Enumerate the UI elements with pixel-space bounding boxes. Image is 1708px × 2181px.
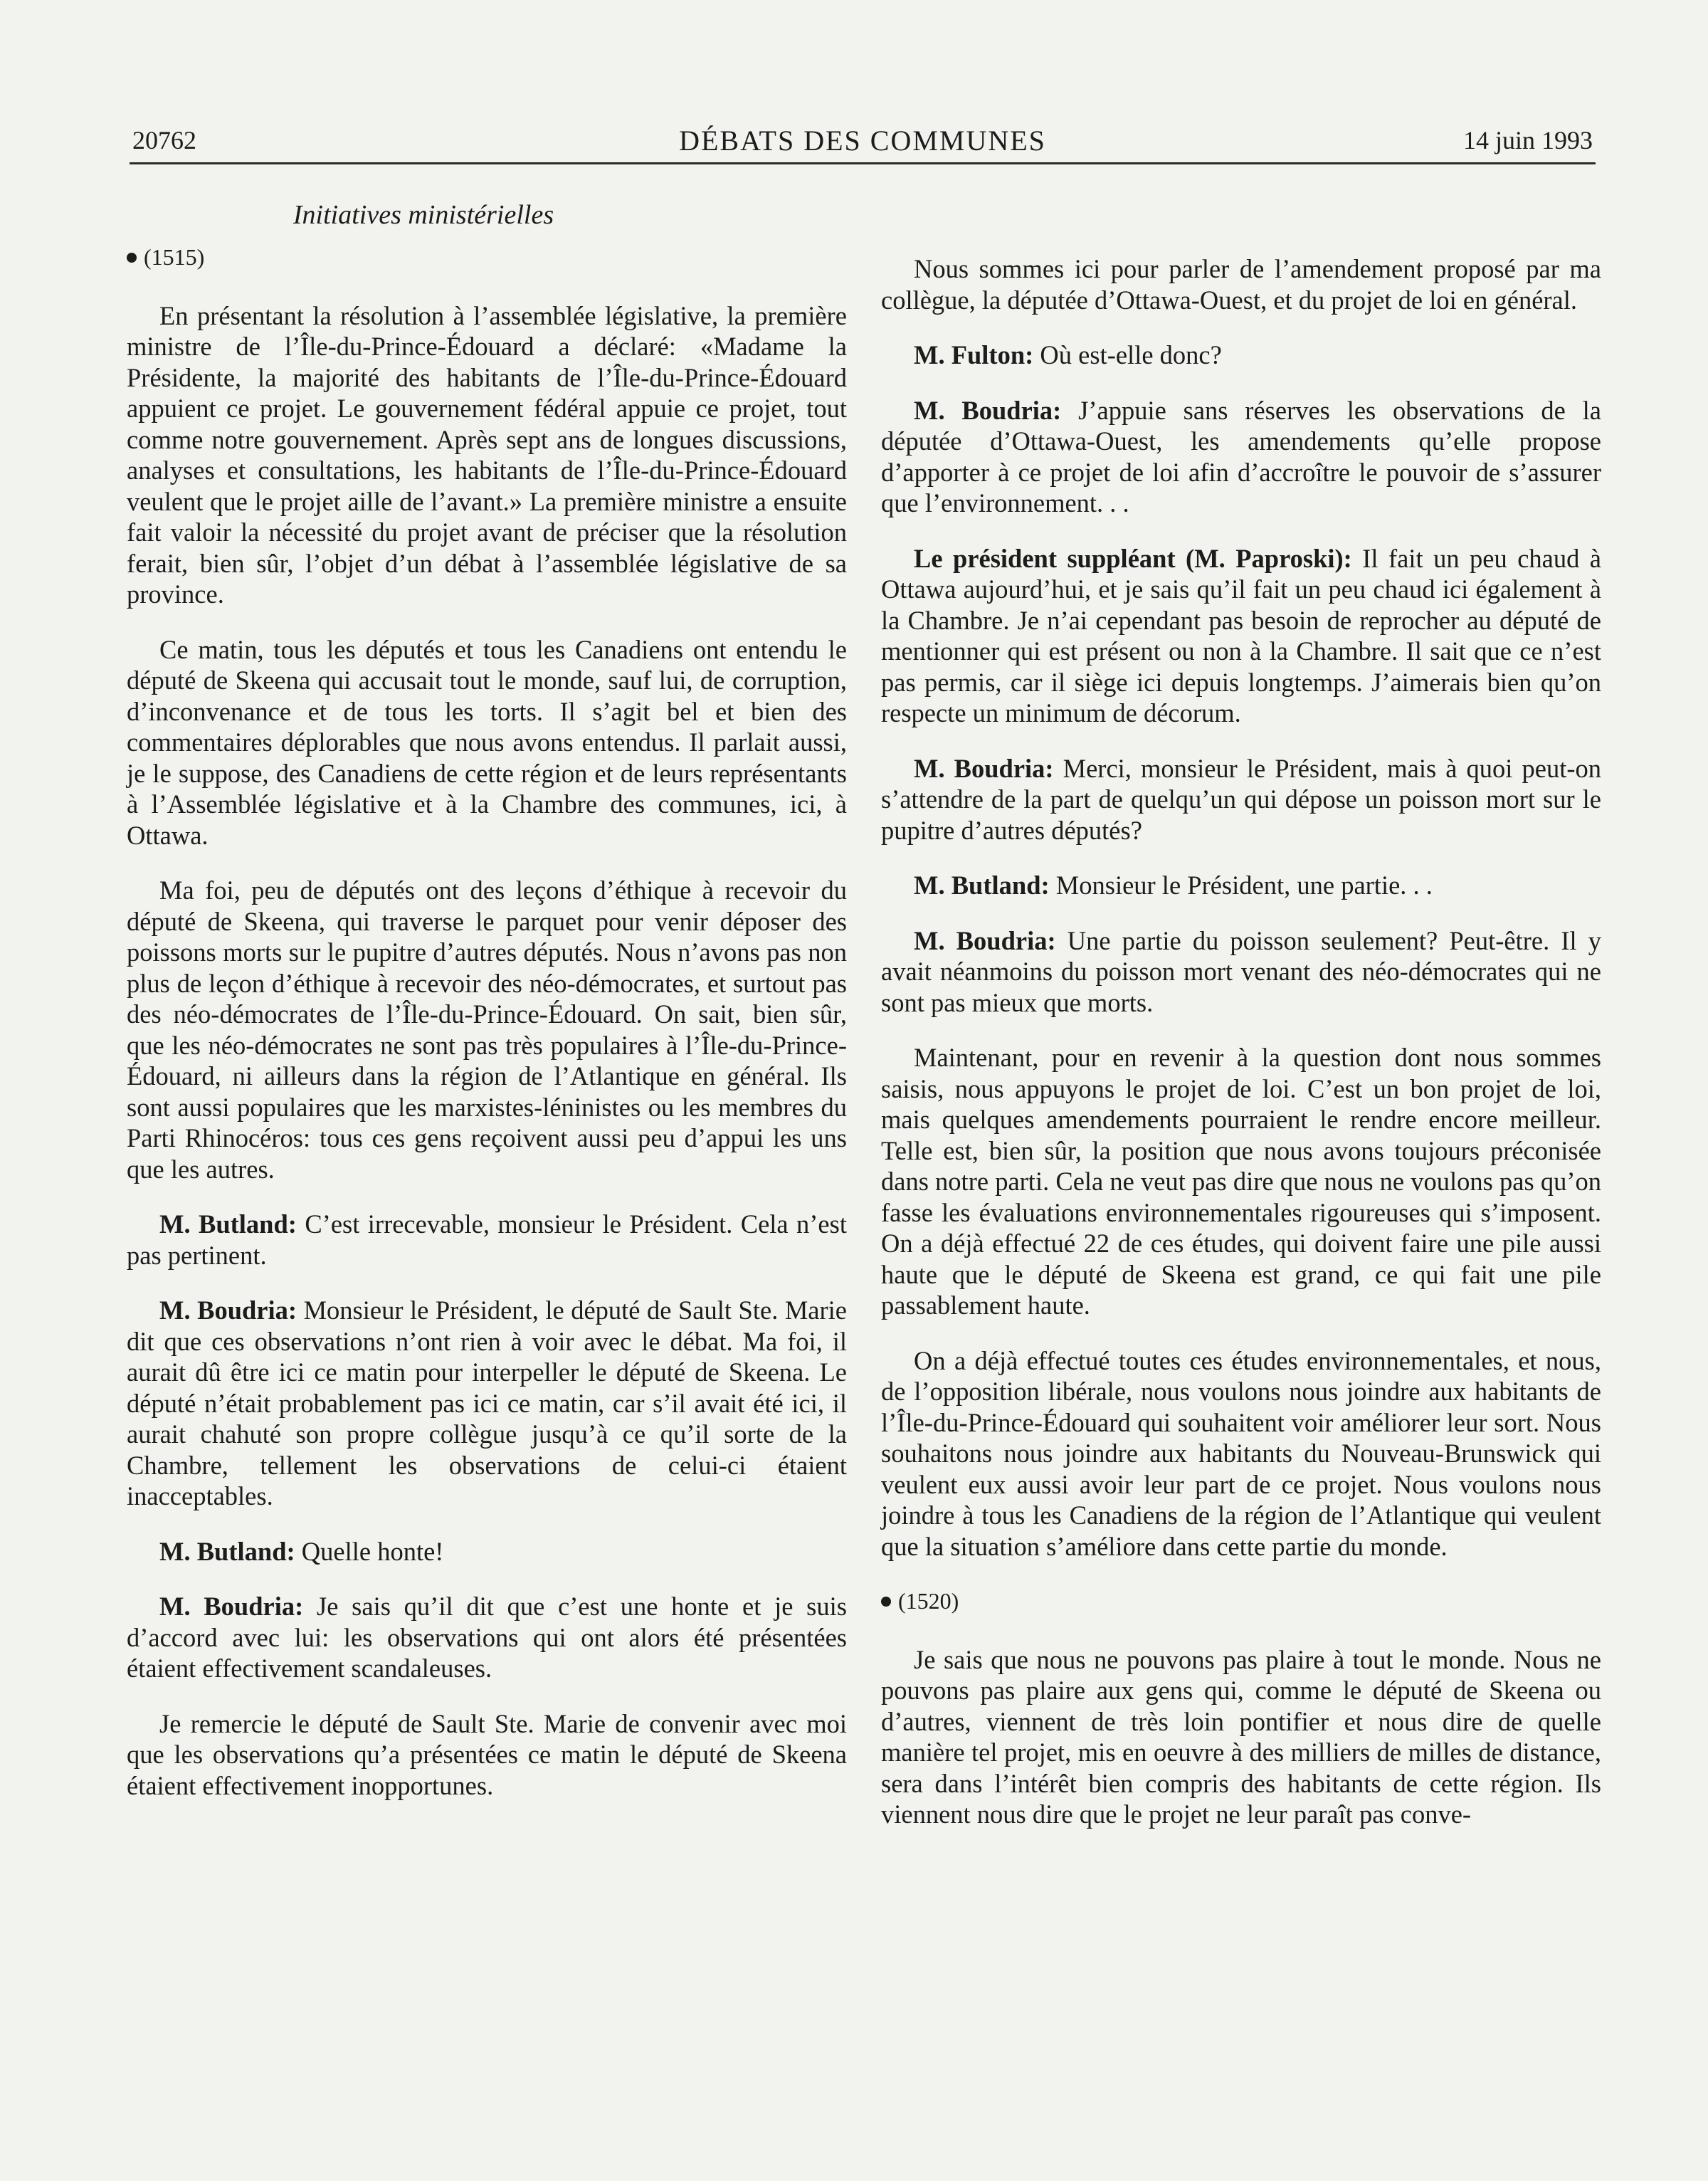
paragraph — [127, 1295, 847, 1512]
left-paragraphs — [127, 300, 847, 1802]
paragraph — [881, 753, 1601, 846]
page-number: 20762 — [132, 126, 196, 154]
paragraph-text: Ce matin, tous les députés et tous les Canadiens ont entendu le député de Skeena qui accusait tout le monde, sauf lui, de corruption, d’inconvenance et de tous les torts. Il s’agit bel et bien des commentaires déplorables que nous avons entendus. Il parlait aussi, je le suppose, des Canadiens de cette région et de leurs représentants à l’Assemblée législative et à la Chambre des communes, ici, à Ottawa. — [127, 634, 847, 850]
paragraph — [881, 340, 1601, 371]
speaker-name: M. Boudria: — [159, 1296, 297, 1325]
right-column — [881, 253, 1601, 1854]
timestamp-text: (1520) — [898, 1588, 959, 1614]
paragraph-text: Il fait un peu chaud à Ottawa aujourd’hui, et je sais qu’il fait un peu chaud ici également à la Chambre. Je n’ai cependant pas besoin de reprocher au député de mentionner qui est présent ou non à la Chambre. Il sait que ce n’est pas permis, car il siège ici depuis longtemps. J’aimerais bien qu’on respecte un minimum de décorum. — [881, 543, 1602, 727]
paragraph — [881, 1345, 1601, 1562]
paragraph — [127, 1708, 847, 1802]
speaker-name: Le président suppléant (M. Paproski): — [914, 543, 1352, 573]
speaker-name: M. Boudria: — [914, 925, 1056, 955]
right-paragraphs-before — [881, 253, 1601, 1562]
paragraph — [881, 543, 1601, 729]
paragraph — [881, 1042, 1601, 1321]
paragraph — [127, 300, 847, 610]
bullet-icon — [881, 1597, 891, 1607]
paragraph — [881, 395, 1601, 519]
paragraph — [127, 875, 847, 1184]
paragraph-text: Je remercie le député de Sault Ste. Marie de convenir avec moi que les observations qu’a présentées ce matin le député de Skeena étaient effectivement inopportunes. — [127, 1708, 847, 1800]
speaker-name: M. Butland: — [914, 871, 1050, 900]
paragraph-text: Ma foi, peu de députés ont des leçons d’éthique à recevoir du député de Skeena, qui traverse le parquet pour venir déposer des poissons morts sur le pupitre d’autres députés. Nous n’avons pas non plus de leçon d’éthique à recevoir des néo-démocrates, et surtout pas des néo-démocrates de l’Île-du-Prince-Édouard. On sait, bien sûr, que les néo-démocrates ne sont pas très populaires à l’Île-du-Prince-Édouard, ni ailleurs dans la région de l’Atlantique en général. Ils sont aussi populaires que les marxistes-léninistes ou les membres du Parti Rhinocéros: tous ces gens reçoivent aussi peu d’appui les uns que les autres. — [127, 876, 847, 1184]
section-title: Initiatives ministérielles — [292, 200, 554, 230]
paragraph — [127, 1591, 847, 1684]
paragraph-text: En présentant la résolution à l’assemblée législative, la première ministre de l’Île-du-Prince-Édouard a déclaré: «Madame la Présidente, la majorité des habitants de l’Île-du-Prince-Édouard appuient ce projet. Le gouvernement fédéral appuie ce projet, tout comme notre gouvernement. Après sept ans de longues discussions, analyses et consultations, les habitants de l’Île-du-Prince-Édouard veulent que le projet aille de l’avant.» La première ministre a ensuite fait valoir la nécessité du projet avant de préciser que la résolution ferait, bien sûr, l’objet d’un débat à l’assemblée législative de sa province. — [127, 300, 847, 609]
left-column — [127, 242, 847, 1825]
paragraph-text: Maintenant, pour en revenir à la question dont nous sommes saisis, nous appuyons le projet de loi. C’est un bon projet de loi, mais quelques amendements pourraient le rendre encore meilleur. Telle est, bien sûr, la position que nous avons toujours préconisée dans notre parti. Cela ne veut pas dire que nous ne voulons pas qu’on fasse les évaluations environnementales rigoureuses qui s’imposent. On a déjà effectué 22 de ces études, qui doivent faire une pile aussi haute que le député de Skeena est grand, ce qui fait une pile passablement haute. — [881, 1043, 1601, 1320]
timestamp-marker — [881, 1586, 1601, 1617]
paragraph-text: Où est-elle donc? — [1033, 340, 1222, 369]
paragraph — [127, 1536, 847, 1567]
paragraph-text: Merci, monsieur le Président, mais à quoi peut-on s’attendre de la part de quelqu’un qui dépose un poisson mort sur le pupitre d’autres députés? — [881, 753, 1601, 845]
paragraph-text: J’appuie sans réserves les observations de la députée d’Ottawa-Ouest, les amendements qu’elle propose d’apporter à ce projet de loi afin d’accroître le pouvoir de s’assurer que l’environnement. . . — [881, 395, 1601, 517]
paragraph — [881, 1644, 1601, 1830]
paragraph-text: Monsieur le Président, une partie. . . — [1049, 871, 1433, 900]
paragraph-text: Une partie du poisson seulement? Peut-être. Il y avait néanmoins du poisson mort venant des néo-démocrates qui ne sont pas mieux que morts. — [881, 925, 1601, 1017]
paragraph-text: On a déjà effectué toutes ces études environnementales, et nous, de l’opposition libérale, nous voulons nous joindre aux habitants de l’Île-du-Prince-Édouard qui souhaitent voir améliorer leur sort. Nous souhaitons nous joindre aux habitants du Nouveau-Brunswick qui veulent eux aussi avoir leur part de ce projet. Nous voulons nous joindre à tous les Canadiens de la région de l’Atlantique qui veulent que la situation s’améliore dans cette partie du monde. — [881, 1345, 1601, 1561]
paragraph-text: Monsieur le Président, le député de Sault Ste. Marie dit que ces observations n’ont rien à voir avec le débat. Ma foi, il aurait dû être ici ce matin pour interpeller le député de Skeena. Le député n’était probablement pas ici ce matin, car s’il avait été ici, il aurait chahuté son propre collègue jusqu’à ce qu’il sorte de la Chambre, tellement les observations de celui-ci étaient inacceptables. — [127, 1296, 847, 1510]
bullet-icon — [127, 253, 137, 263]
speaker-name: M. Boudria: — [914, 753, 1054, 783]
running-head — [130, 120, 1596, 164]
right-paragraphs-after — [881, 1644, 1601, 1830]
speaker-name: M. Butland: — [159, 1209, 297, 1239]
paragraph — [127, 1209, 847, 1271]
speaker-name: M. Fulton: — [914, 340, 1034, 369]
journal-title: DÉBATS DES COMMUNES — [679, 125, 1046, 157]
paragraph — [127, 634, 847, 851]
paragraph-text: Nous sommes ici pour parler de l’amendement proposé par ma collègue, la députée d’Ottawa-Ouest, et du projet de loi en général. — [881, 254, 1601, 315]
speaker-name: M. Butland: — [159, 1536, 295, 1566]
speaker-name: M. Boudria: — [159, 1592, 304, 1621]
paragraph — [881, 925, 1601, 1019]
paragraph — [881, 870, 1601, 901]
paragraph-text: Je sais qu’il dit que c’est une honte et je suis d’accord avec lui: les observations qui ont alors été présentées étaient effectivement scandaleuses. — [127, 1592, 847, 1683]
speaker-name: M. Boudria: — [914, 395, 1062, 425]
issue-date: 14 juin 1993 — [1462, 126, 1593, 154]
paragraph — [881, 253, 1601, 315]
timestamp-text: (1515) — [144, 244, 205, 270]
paragraph-text: Je sais que nous ne pouvons pas plaire à tout le monde. Nous ne pouvons pas plaire aux gens qui, comme le député de Skeena ou d’autres, viennent de très loin pontifier et nous dire de quelle manière tel projet, mis en oeuvre à des milliers de milles de distance, sera dans l’intérêt bien compris des habitants de cette région. Ils viennent nous dire que le projet ne leur paraît pas conve- — [881, 1644, 1601, 1829]
paragraph-text: C’est irrecevable, monsieur le Président. Cela n’est pas pertinent. — [127, 1209, 847, 1270]
paragraph-text: Quelle honte! — [295, 1536, 444, 1566]
timestamp-marker — [127, 242, 847, 273]
